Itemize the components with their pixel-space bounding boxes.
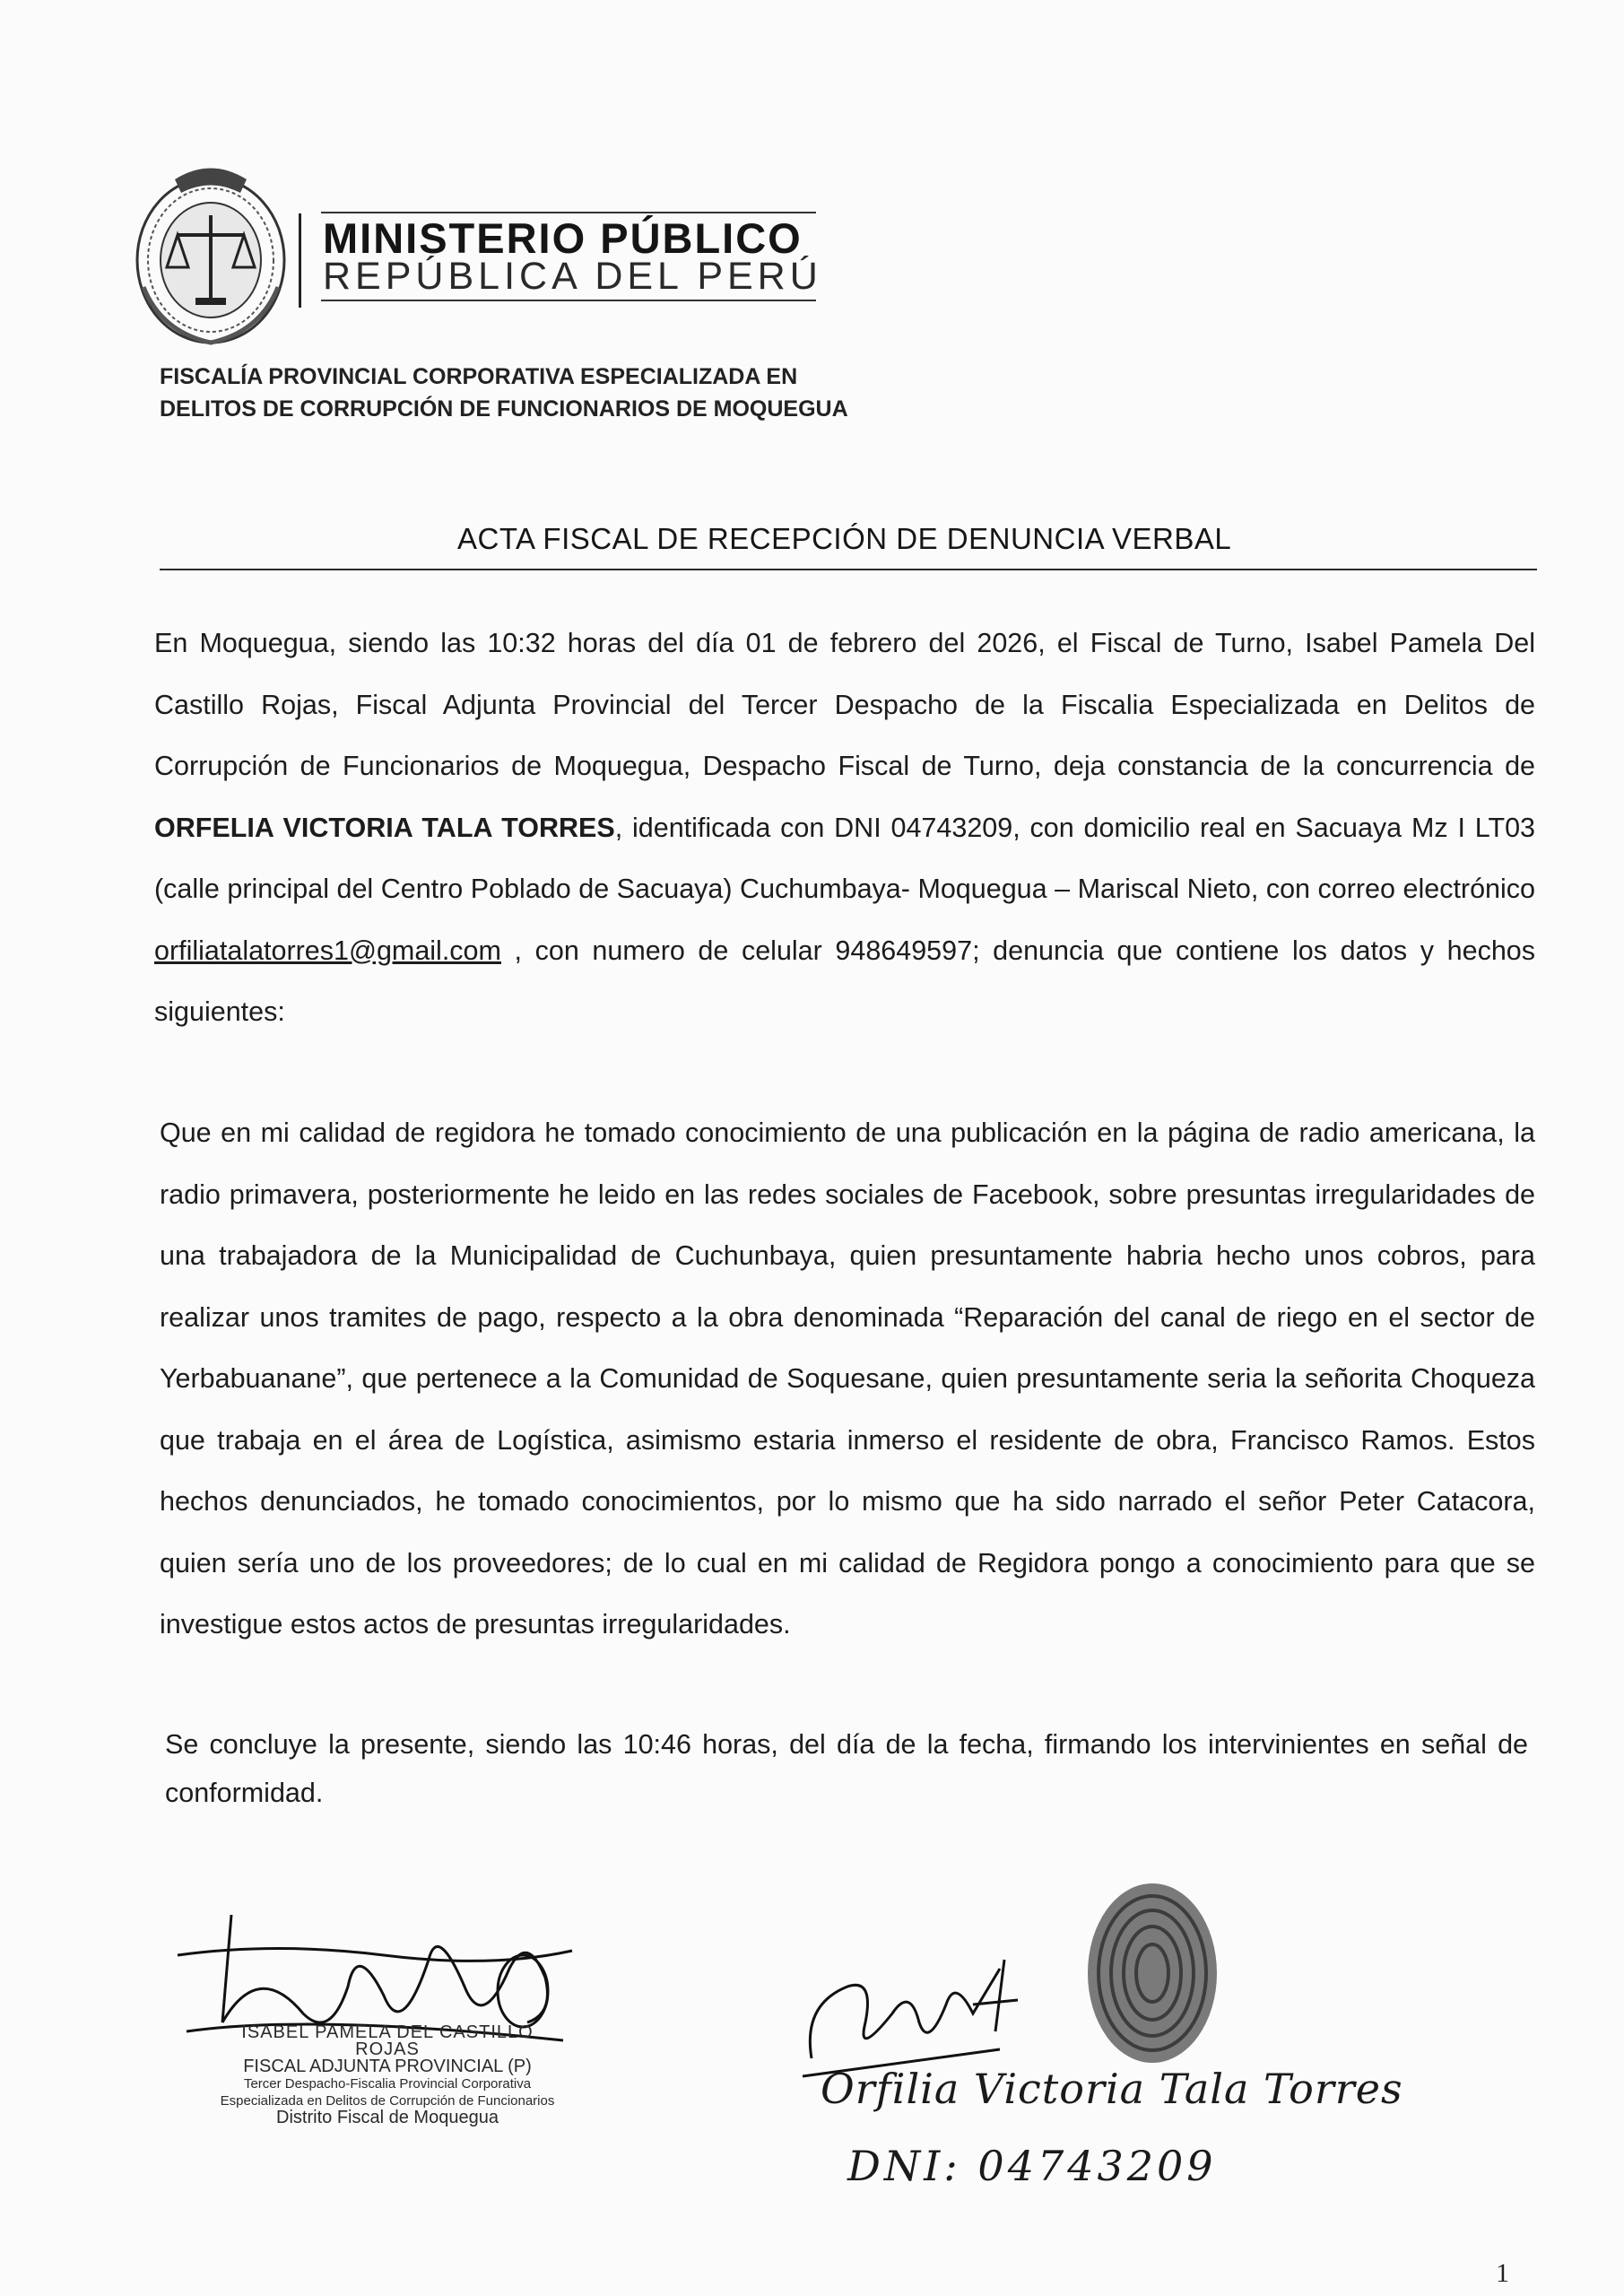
header-rule-bottom xyxy=(321,300,816,301)
country-name: REPÚBLICA DEL PERÚ xyxy=(323,255,822,298)
page-number: 1 xyxy=(1496,2258,1509,2288)
ministerio-publico-seal xyxy=(126,152,296,359)
intro-paragraph xyxy=(154,613,1535,1043)
fiscalia-line-1: FISCALÍA PROVINCIAL CORPORATIVA ESPECIALIZADA EN xyxy=(160,364,798,389)
fiscalia-heading xyxy=(160,361,848,425)
document-title: ACTA FISCAL DE RECEPCIÓN DE DENUNCIA VERBAL xyxy=(457,522,1232,555)
closing-paragraph: Se concluye la presente, siendo las 10:46 horas, del día de la fecha, firmando los intervinientes en señal de conformidad. xyxy=(165,1729,1528,1808)
stamp-specialty: Especializada en Delitos de Corrupción de Funcionarios xyxy=(220,2093,555,2109)
stamp-office: Tercer Despacho-Fiscalia Provincial Corporativa xyxy=(243,2076,532,2092)
institution-name: MINISTERIO PÚBLICO xyxy=(323,214,803,262)
complainant-name: ORFELIA VICTORIA TALA TORRES xyxy=(154,812,615,843)
header-divider xyxy=(299,213,301,308)
handwritten-name: Orfilia Victoria Tala Torres xyxy=(821,2065,1403,2113)
stamp-district: Distrito Fiscal de Moquegua xyxy=(276,2108,499,2127)
handwritten-dni: DNI: 04743209 xyxy=(847,2142,1217,2190)
fiscalia-line-2: DELITOS DE CORRUPCIÓN DE FUNCIONARIOS DE MOQUEGUA xyxy=(160,396,848,422)
stamp-position: FISCAL ADJUNTA PROVINCIAL (P) xyxy=(243,2057,532,2076)
complainant-email: orfiliatalatorres1@gmail.com xyxy=(154,935,501,966)
title-underline xyxy=(160,569,1537,570)
fiscal-stamp xyxy=(208,2024,567,2126)
intro-text-a: En Moquegua, siendo las 10:32 horas del día 01 de febrero del 2026, el Fiscal de Turno, Isabel Pamela Del Castillo Rojas, Fiscal Adjunta Provincial del Tercer Despacho de la Fiscalia Especializada en Delitos de Corrupción de Funcionarios de Moquegua, Despacho Fiscal de Turno, deja constancia de la concurrencia de xyxy=(154,628,1535,781)
intro-text-c: , con numero de celular 948649597; denuncia que contiene los datos y hechos siguientes: xyxy=(154,935,1535,1027)
complaint-paragraph: Que en mi calidad de regidora he tomado conocimiento de una publicación en la página de radio americana, la radio primavera, posteriormente he leido en las redes sociales de Facebook, sobre presuntas irregularidades de una trabajadora de la Municipalidad de Cuchunbaya, quien presuntamente habria hecho unos cobros, para realizar unos tramites de pago, respecto a la obra denominada “Reparación del canal de riego en el sector de Yerbabuanane”, que pertenece a la Comunidad de Soquesane, quien presuntamente seria la señorita Choqueza que trabaja en el área de Logística, asimismo estaria inmerso el residente de obra, Francisco Ramos. Estos hechos denunciados, he tomado conocimientos, por lo mismo que ha sido narrado el señor Peter Catacora, quien sería uno de los proveedores; de lo cual en mi calidad de Regidora pongo a conocimiento para que se investigue estos actos de presuntas irregularidades. xyxy=(160,1118,1535,1639)
fingerprint-icon xyxy=(1076,1874,1229,2072)
intro-text-b: , identificada con DNI 04743209, con domicilio real en Sacuaya Mz I LT03 (calle principal del Centro Poblado de Sacuaya) Cuchumbaya- Moquegua – Mariscal Nieto, con correo electrónico xyxy=(154,812,1535,904)
stamp-name: ISABEL PAMELA DEL CASTILLO ROJAS xyxy=(241,2022,534,2059)
